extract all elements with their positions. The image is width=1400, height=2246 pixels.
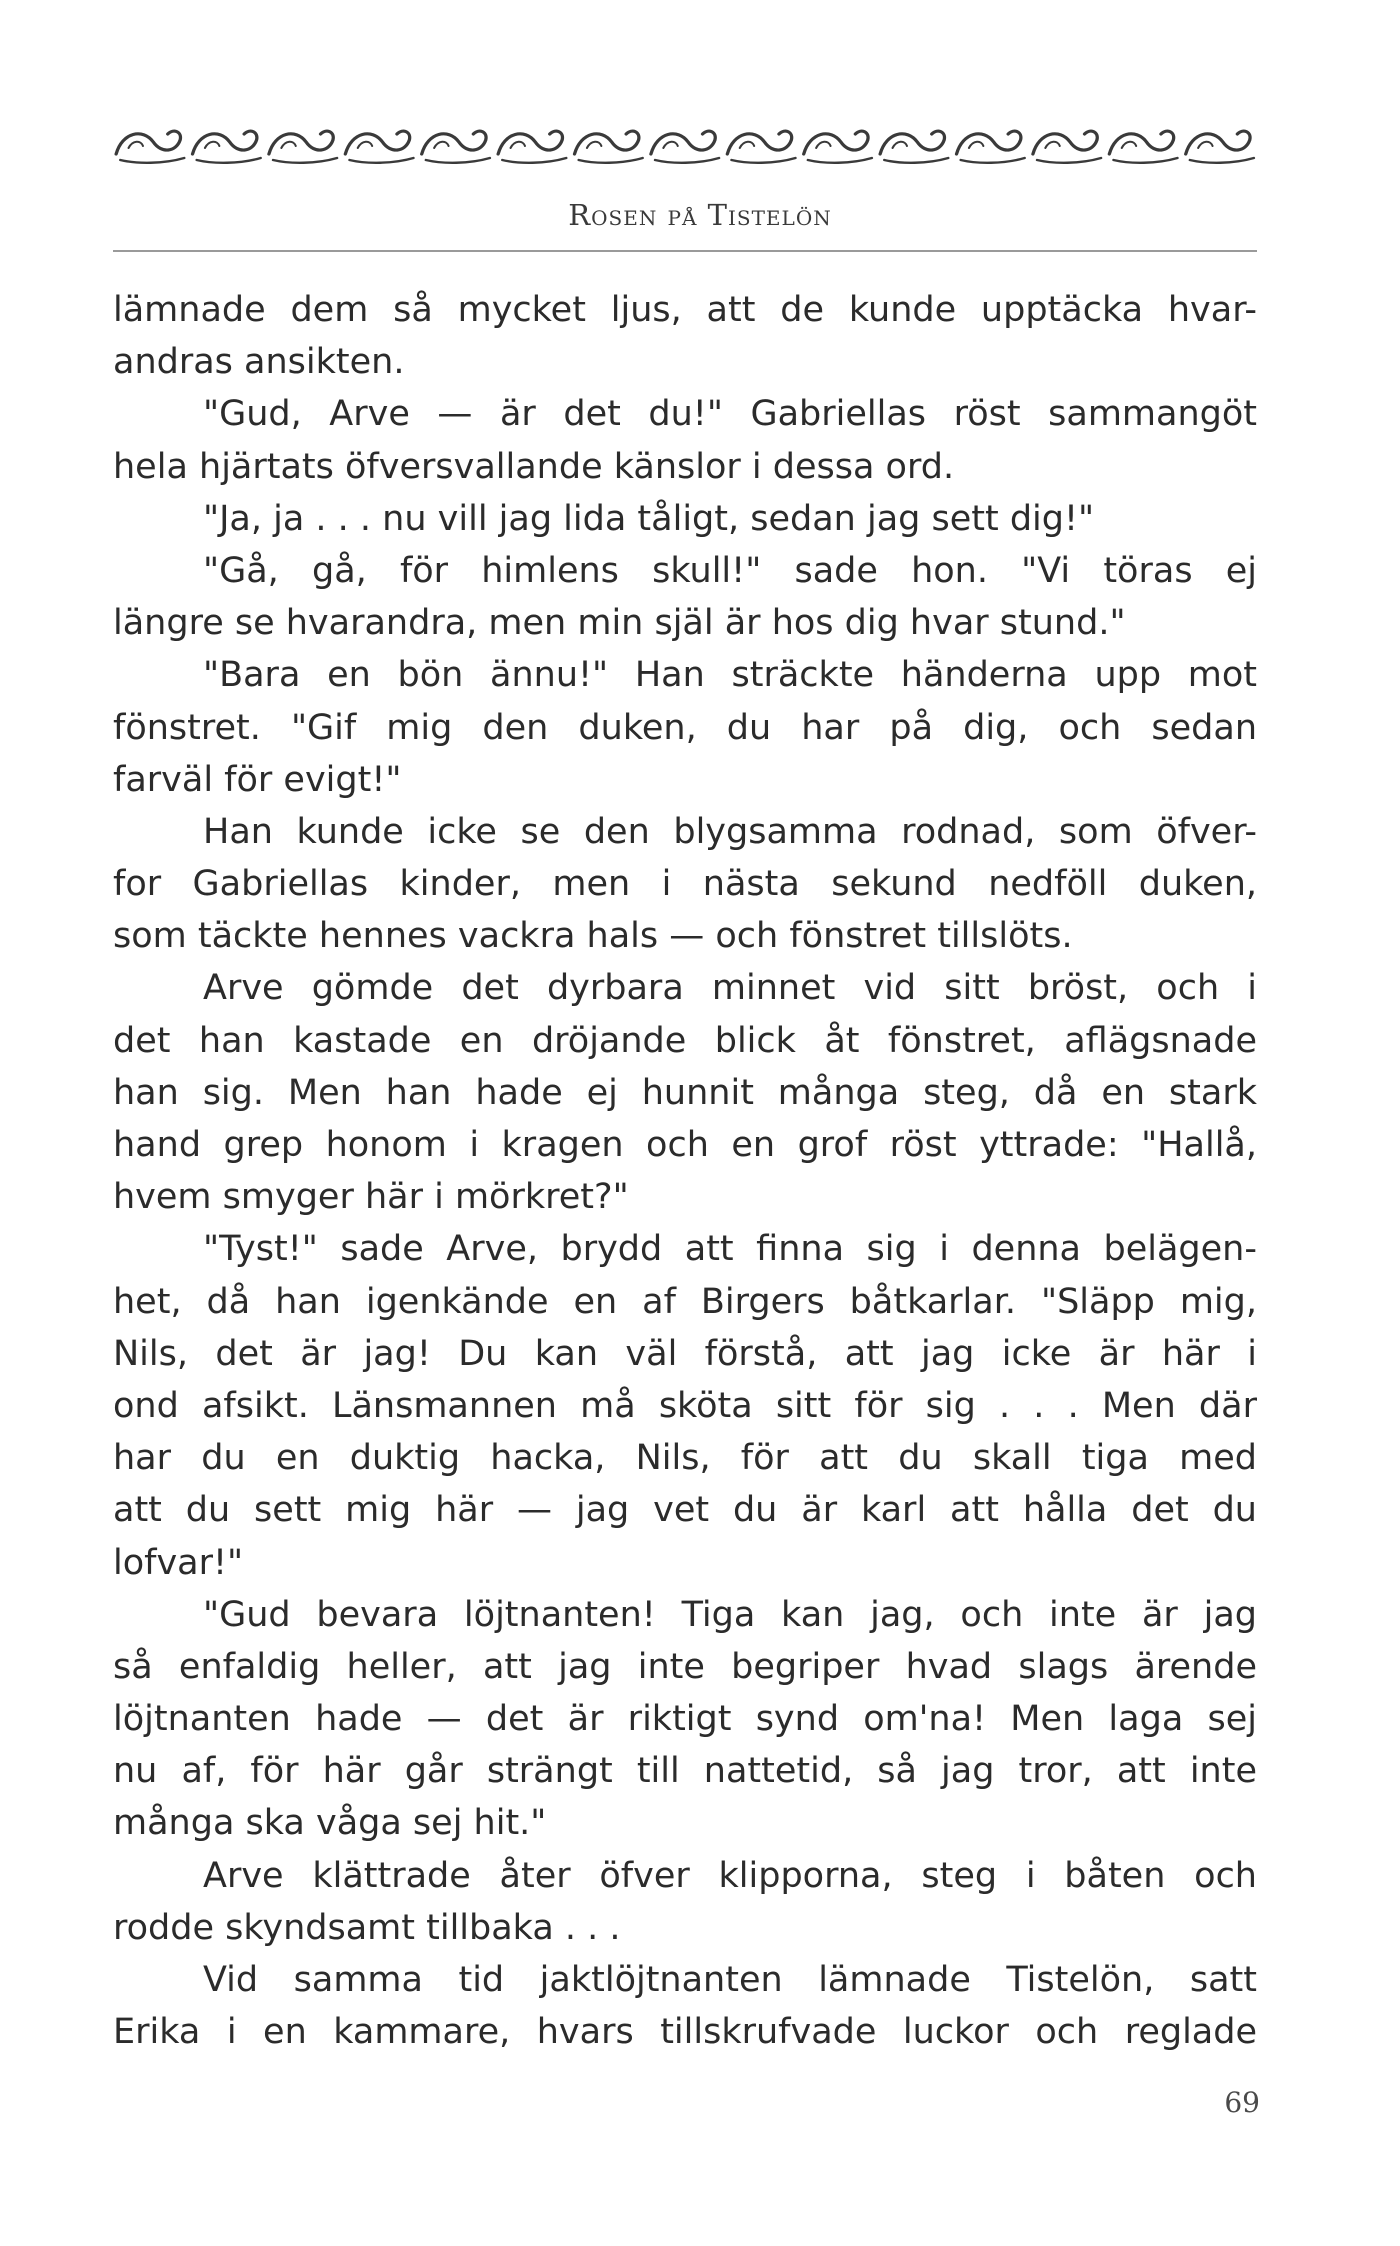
text-line: så enfaldig heller, att jag inte begriper hvad slags ärende [113, 1646, 1257, 1687]
text-line: lämnade dem så mycket ljus, att de kunde upptäcka hvar- [113, 290, 1257, 330]
scroll-wave-ornament-icon [112, 118, 1258, 172]
running-head: Rosen på Tistelön [568, 198, 832, 232]
page-number: 69 [1224, 2086, 1260, 2119]
text-line: löjtnanten hade — det är riktigt synd om'na! Men laga sej [113, 1699, 1257, 1740]
text-line: det han kastade en dröjande blick åt fönstret, aflägsnade [113, 1020, 1257, 1061]
text-line: Erika i en kammare, hvars tillskrufvade luckor och reglade [113, 2012, 1257, 2053]
body-text [113, 284, 1257, 2058]
text-line: "Gud bevara löjtnanten! Tiga kan jag, och inte är jag [203, 1594, 1257, 1635]
text-line: Nils, det är jag! Du kan väl förstå, att jag icke är här i [113, 1333, 1257, 1374]
text-line: Arve klättrade åter öfver klipporna, steg i båten och [203, 1855, 1257, 1896]
text-line: Vid samma tid jaktlöjtnanten lämnade Tistelön, satt [203, 1960, 1257, 2000]
text-line: har du en duktig hacka, Nils, för att du skall tiga med [113, 1438, 1257, 1479]
text-line: "Gå, gå, för himlens skull!" sade hon. "Vi töras ej [203, 550, 1257, 591]
text-line: många ska våga sej hit." [113, 1803, 547, 1844]
text-line: nu af, för här går strängt till nattetid, så jag tror, att inte [113, 1751, 1257, 1792]
text-line: "Ja, ja . . . nu vill jag lida tåligt, sedan jag sett dig!" [203, 498, 1095, 539]
text-line: att du sett mig här — jag vet du är karl att hålla det du [113, 1490, 1257, 1531]
text-line: längre se hvarandra, men min själ är hos dig hvar stund." [113, 603, 1126, 644]
text-line: fönstret. "Gif mig den duken, du har på dig, och sedan [113, 707, 1257, 748]
text-line: andras ansikten. [113, 342, 405, 383]
text-line: "Gud, Arve — är det du!" Gabriellas röst sammangöt [203, 394, 1257, 435]
text-line: som täckte hennes vackra hals — och fönstret tillslöts. [113, 916, 1073, 957]
text-line: Arve gömde det dyrbara minnet vid sitt bröst, och i [203, 968, 1257, 1009]
text-line: "Bara en bön ännu!" Han sträckte händerna upp mot [203, 655, 1257, 696]
text-line: hand grep honom i kragen och en grof röst yttrade: "Hallå, [113, 1125, 1257, 1165]
text-line: het, då han igenkände en af Birgers båtkarlar. "Släpp mig, [113, 1281, 1257, 1322]
text-line: "Tyst!" sade Arve, brydd att finna sig i denna belägen- [203, 1229, 1257, 1270]
text-line: Han kunde icke se den blygsamma rodnad, som öfver- [203, 811, 1257, 852]
text-line: hvem smyger här i mörkret?" [113, 1177, 629, 1218]
text-line: for Gabriellas kinder, men i nästa sekund nedföll duken, [113, 864, 1257, 905]
text-line: hela hjärtats öfversvallande känslor i dessa ord. [113, 446, 955, 487]
text-line: rodde skyndsamt tillbaka . . . [113, 1907, 621, 1948]
header-rule [113, 250, 1257, 252]
text-line: han sig. Men han hade ej hunnit många steg, då en stark [113, 1072, 1257, 1113]
text-line: ond afsikt. Länsmannen må sköta sitt för sig . . . Men där [113, 1385, 1257, 1426]
text-line: farväl för evigt!" [113, 759, 402, 800]
text-line: lofvar!" [113, 1542, 244, 1583]
